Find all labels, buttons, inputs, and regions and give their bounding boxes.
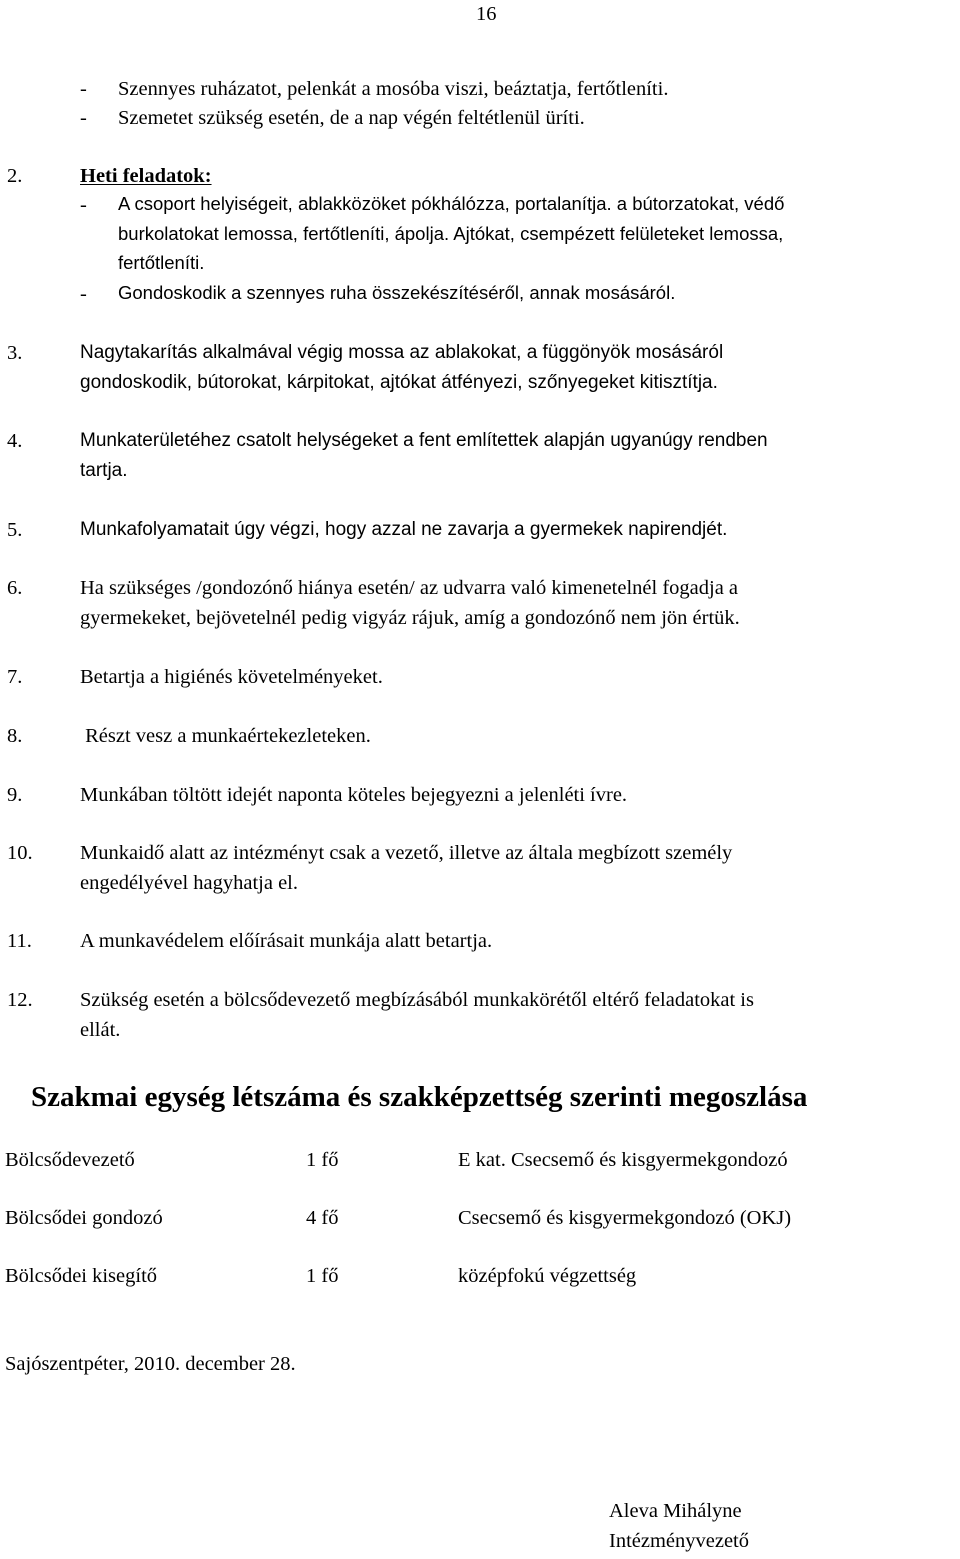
item-line: engedélyével hagyhatja el.	[80, 872, 298, 894]
list-dash: -	[80, 107, 87, 129]
section-title: Heti feladatok:	[80, 165, 212, 187]
signature-title: Intézményvezető	[609, 1530, 750, 1552]
staff-count: 1 fő	[306, 1265, 339, 1287]
staff-role: Bölcsődei kisegítő	[5, 1265, 158, 1287]
item-line: Munkában töltött idejét naponta köteles bejegyezni a jelenléti ívre.	[80, 784, 628, 806]
item-number: 11.	[7, 930, 32, 952]
staff-role: Bölcsődevezető	[5, 1149, 135, 1171]
page-number: 16	[476, 3, 497, 25]
list-item: Szemetet szükség esetén, de a nap végén feltétlenül üríti.	[118, 107, 585, 129]
item-number: 6.	[7, 577, 23, 599]
item-line: Részt vesz a munkaértekezleteken.	[80, 725, 371, 747]
place-date: Sajószentpéter, 2010. december 28.	[5, 1353, 296, 1375]
item-number: 7.	[7, 666, 23, 688]
item-line: gyermekeket, bejövetelnél pedig vigyáz rájuk, amíg a gondozónő nem jön értük.	[80, 607, 740, 629]
list-dash: -	[80, 194, 87, 216]
list-dash: -	[80, 283, 87, 305]
item-line: gondoskodik, bútorokat, kárpitokat, ajtókat átfényezi, szőnyegeket kitisztítja.	[80, 372, 718, 393]
item-line: Betartja a higiénés követelményeket.	[80, 666, 383, 688]
staff-role: Bölcsődei gondozó	[5, 1207, 163, 1229]
signature-name: Aleva Mihályne	[609, 1500, 742, 1522]
list-dash: -	[80, 78, 87, 100]
list-item: Szennyes ruházatot, pelenkát a mosóba viszi, beáztatja, fertőtleníti.	[118, 78, 669, 100]
item-number: 3.	[7, 342, 23, 364]
item-number: 5.	[7, 519, 23, 541]
staff-count: 1 fő	[306, 1149, 339, 1171]
list-item-line: A csoport helyiségeit, ablakközöket pókhálózza, portalanítja. a bútorzatokat, védő	[118, 193, 785, 214]
item-number: 8.	[7, 725, 23, 747]
item-number: 12.	[7, 989, 33, 1011]
item-number: 4.	[7, 430, 23, 452]
item-line: Ha szükséges /gondozónő hiánya esetén/ az udvarra való kimenetelnél fogadja a	[80, 577, 739, 599]
item-line: Munkaterületéhez csatolt helységeket a fent említettek alapján ugyanúgy rendben	[80, 430, 768, 451]
item-line: Nagytakarítás alkalmával végig mossa az ablakokat, a függönyök mosásáról	[80, 342, 724, 363]
item-line: Munkaidő alatt az intézményt csak a vezető, illetve az általa megbízott személy	[80, 842, 733, 864]
list-item: Gondoskodik a szennyes ruha összekészítéséről, annak mosásáról.	[118, 282, 676, 303]
staff-section-title: Szakmai egység létszáma és szakképzettség szerinti megoszlása	[31, 1081, 808, 1113]
staff-qualification: Csecsemő és kisgyermekgondozó (OKJ)	[458, 1207, 792, 1229]
list-item-line: fertőtleníti.	[118, 252, 205, 273]
list-item-line: burkolatokat lemossa, fertőtleníti, ápolja. Ajtókat, csempézett felületeket lemossa,	[118, 223, 784, 244]
item-line: Szükség esetén a bölcsődevezető megbízásából munkakörétől eltérő feladatokat is	[80, 989, 754, 1011]
item-number: 9.	[7, 784, 23, 806]
item-line: tartja.	[80, 460, 128, 481]
item-line: Munkafolyamatait úgy végzi, hogy azzal ne zavarja a gyermekek napirendjét.	[80, 519, 728, 540]
item-line: A munkavédelem előírásait munkája alatt betartja.	[80, 930, 493, 952]
staff-count: 4 fő	[306, 1207, 339, 1229]
staff-qualification: középfokú végzettség	[458, 1265, 637, 1287]
staff-qualification: E kat. Csecsemő és kisgyermekgondozó	[458, 1149, 788, 1171]
section-number: 2.	[7, 165, 23, 187]
item-number: 10.	[7, 842, 33, 864]
item-line: ellát.	[80, 1019, 121, 1041]
